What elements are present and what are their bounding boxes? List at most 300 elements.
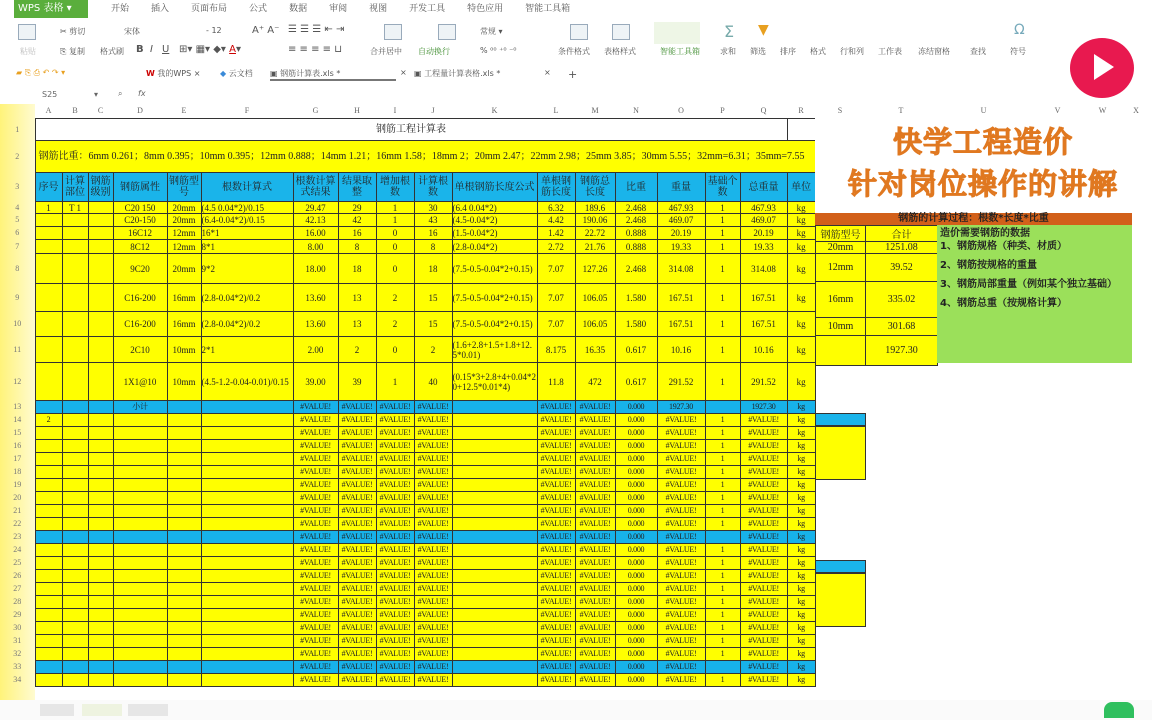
cell[interactable]: #VALUE!	[338, 492, 376, 505]
cell[interactable]: #VALUE!	[657, 531, 705, 544]
cell[interactable]	[201, 635, 293, 648]
cell[interactable]	[201, 570, 293, 583]
cell[interactable]: 42.13	[293, 214, 338, 227]
cell[interactable]	[201, 414, 293, 427]
cell[interactable]: 1	[705, 635, 740, 648]
cell[interactable]: #VALUE!	[537, 570, 575, 583]
cell[interactable]: 1	[705, 557, 740, 570]
row-header[interactable]: 10	[13, 319, 22, 328]
cell[interactable]	[201, 401, 293, 414]
column-header-g[interactable]: G	[312, 106, 319, 115]
cell[interactable]: #VALUE!	[414, 661, 452, 674]
cell[interactable]	[201, 661, 293, 674]
column-title[interactable]: 根数计算式	[201, 173, 293, 202]
cell[interactable]: (1.5-0.04*2)	[452, 227, 537, 240]
cell[interactable]: 0.000	[615, 570, 657, 583]
sum-icon[interactable]: Σ	[724, 22, 735, 41]
column-header-j[interactable]: J	[431, 106, 435, 115]
cell[interactable]	[167, 427, 201, 440]
cell[interactable]: #VALUE!	[414, 544, 452, 557]
cell[interactable]	[88, 202, 113, 214]
cell[interactable]: kg	[787, 609, 815, 622]
cell[interactable]: 29	[338, 202, 376, 214]
summary-header-total[interactable]: 合计	[866, 226, 938, 242]
cell[interactable]: 0.000	[615, 479, 657, 492]
cell[interactable]: #VALUE!	[537, 648, 575, 661]
column-title[interactable]: 计算根数	[414, 173, 452, 202]
cell[interactable]	[201, 453, 293, 466]
column-title[interactable]: 钢筋总长度	[575, 173, 615, 202]
cell[interactable]: kg	[787, 492, 815, 505]
cell[interactable]	[62, 674, 88, 687]
summary-cell[interactable]: 1251.08	[866, 242, 938, 254]
cell[interactable]	[113, 518, 167, 531]
cell[interactable]: 469.07	[740, 214, 787, 227]
cell[interactable]: 21.76	[575, 240, 615, 254]
cell[interactable]: #VALUE!	[575, 622, 615, 635]
cell[interactable]: 6.32	[537, 202, 575, 214]
cell[interactable]: #VALUE!	[414, 674, 452, 687]
cell[interactable]: 18	[414, 254, 452, 284]
cell[interactable]	[201, 648, 293, 661]
cell[interactable]: 1	[705, 466, 740, 479]
cell[interactable]	[201, 466, 293, 479]
cell[interactable]: #VALUE!	[338, 427, 376, 440]
cell[interactable]: #VALUE!	[293, 661, 338, 674]
row-header[interactable]: 2	[15, 151, 20, 161]
cell[interactable]: #VALUE!	[657, 583, 705, 596]
cell[interactable]: 167.51	[657, 284, 705, 312]
cell[interactable]	[452, 427, 537, 440]
cell[interactable]: #VALUE!	[293, 427, 338, 440]
cell[interactable]: #VALUE!	[740, 531, 787, 544]
border-fill-color-buttons[interactable]: ⊞▾ ▦▾ ◆▾ A▾	[179, 44, 241, 55]
cell[interactable]	[88, 427, 113, 440]
row-header[interactable]: 34	[13, 675, 22, 684]
cell[interactable]: #VALUE!	[575, 674, 615, 687]
sum-button[interactable]: 求和	[720, 47, 736, 56]
row-header[interactable]: 26	[13, 571, 22, 580]
cell[interactable]	[88, 661, 113, 674]
summary-cell[interactable]: 335.02	[866, 282, 938, 318]
cell[interactable]	[62, 440, 88, 453]
cell[interactable]: 7.07	[537, 284, 575, 312]
cell[interactable]: 2.00	[293, 337, 338, 363]
cell[interactable]: 1	[705, 214, 740, 227]
cell[interactable]	[62, 466, 88, 479]
cell[interactable]	[167, 492, 201, 505]
cell[interactable]: 0	[376, 240, 414, 254]
cell[interactable]	[88, 674, 113, 687]
cell[interactable]	[167, 557, 201, 570]
cell[interactable]	[35, 466, 62, 479]
cell[interactable]	[35, 622, 62, 635]
cell[interactable]: #VALUE!	[740, 466, 787, 479]
cell[interactable]: (6.4-0.04*2)/0.15	[201, 214, 293, 227]
cell[interactable]	[113, 583, 167, 596]
column-header-o[interactable]: O	[678, 106, 684, 115]
cell[interactable]: 0.000	[615, 557, 657, 570]
cell[interactable]: 106.05	[575, 312, 615, 337]
cell[interactable]: #VALUE!	[740, 440, 787, 453]
cell[interactable]: #VALUE!	[293, 583, 338, 596]
cell[interactable]	[88, 337, 113, 363]
cell[interactable]	[201, 674, 293, 687]
cell[interactable]	[787, 119, 815, 141]
cell[interactable]	[452, 622, 537, 635]
cell[interactable]: kg	[787, 661, 815, 674]
cell[interactable]: kg	[787, 531, 815, 544]
row-header[interactable]: 29	[13, 610, 22, 619]
cell[interactable]: 0	[376, 254, 414, 284]
cell[interactable]: #VALUE!	[338, 583, 376, 596]
cell[interactable]: 1	[705, 544, 740, 557]
cell[interactable]: kg	[787, 570, 815, 583]
cell[interactable]: #VALUE!	[740, 609, 787, 622]
cell[interactable]	[35, 661, 62, 674]
cell[interactable]	[201, 427, 293, 440]
cell[interactable]	[452, 609, 537, 622]
cell[interactable]: 0.000	[615, 518, 657, 531]
column-title[interactable]: 钢筋型号	[167, 173, 201, 202]
align-horizontal-icons[interactable]: ≡ ≡ ≡ ≡ ⊔	[288, 44, 343, 55]
cell[interactable]: 2.468	[615, 214, 657, 227]
cell[interactable]	[201, 609, 293, 622]
cell[interactable]: 18.00	[293, 254, 338, 284]
cell[interactable]	[88, 312, 113, 337]
cell[interactable]: (4.5-0.04*2)	[452, 214, 537, 227]
cell[interactable]	[452, 544, 537, 557]
cell[interactable]	[113, 648, 167, 661]
cell[interactable]: #VALUE!	[537, 466, 575, 479]
cell[interactable]: #VALUE!	[537, 635, 575, 648]
cell[interactable]	[167, 609, 201, 622]
cell[interactable]	[35, 648, 62, 661]
cell[interactable]	[35, 674, 62, 687]
cell[interactable]: 469.07	[657, 214, 705, 227]
cell[interactable]: #VALUE!	[376, 648, 414, 661]
cell[interactable]	[113, 622, 167, 635]
cell[interactable]: kg	[787, 202, 815, 214]
cell[interactable]: #VALUE!	[376, 401, 414, 414]
cell[interactable]	[88, 596, 113, 609]
cell[interactable]: 1	[705, 440, 740, 453]
cell[interactable]	[452, 583, 537, 596]
cell[interactable]	[452, 635, 537, 648]
cell[interactable]: #VALUE!	[376, 427, 414, 440]
cell[interactable]: kg	[787, 363, 815, 401]
cell[interactable]	[62, 453, 88, 466]
cell[interactable]	[201, 622, 293, 635]
cell[interactable]	[452, 466, 537, 479]
cell[interactable]	[113, 414, 167, 427]
cell[interactable]: 2	[376, 312, 414, 337]
cell[interactable]: 0.000	[615, 427, 657, 440]
cell[interactable]	[62, 492, 88, 505]
cell[interactable]	[201, 531, 293, 544]
cell[interactable]: 0.000	[615, 583, 657, 596]
cell[interactable]: #VALUE!	[376, 596, 414, 609]
cell[interactable]	[452, 518, 537, 531]
cell[interactable]	[452, 492, 537, 505]
cell[interactable]: kg	[787, 240, 815, 254]
cell[interactable]: (2.8-0.04*2)/0.2	[201, 312, 293, 337]
column-header-a[interactable]: A	[45, 106, 52, 115]
cell[interactable]: 40	[414, 363, 452, 401]
cell[interactable]: #VALUE!	[657, 505, 705, 518]
cell[interactable]: #VALUE!	[537, 596, 575, 609]
cell[interactable]	[452, 596, 537, 609]
cell[interactable]: #VALUE!	[338, 440, 376, 453]
cell[interactable]: 8	[338, 240, 376, 254]
cell[interactable]: #VALUE!	[376, 492, 414, 505]
cell[interactable]: (6.4 0.04*2)	[452, 202, 537, 214]
cell[interactable]: (0.15*3+2.8+4+0.04*20+12.5*0.01*4)	[452, 363, 537, 401]
cell[interactable]: 1	[705, 284, 740, 312]
tab-home[interactable]: 开始	[111, 4, 130, 14]
cell[interactable]: #VALUE!	[740, 583, 787, 596]
cell[interactable]: 2*1	[201, 337, 293, 363]
cell[interactable]: #VALUE!	[657, 544, 705, 557]
cell[interactable]: kg	[787, 466, 815, 479]
cell[interactable]: #VALUE!	[414, 479, 452, 492]
summary-cell[interactable]	[816, 336, 866, 366]
cell[interactable]: 1	[376, 363, 414, 401]
cell[interactable]: #VALUE!	[537, 531, 575, 544]
cell[interactable]: #VALUE!	[376, 453, 414, 466]
cell[interactable]: 19.33	[740, 240, 787, 254]
cell[interactable]: #VALUE!	[575, 414, 615, 427]
cell[interactable]: 106.05	[575, 284, 615, 312]
cell[interactable]: #VALUE!	[657, 635, 705, 648]
cell[interactable]: #VALUE!	[293, 609, 338, 622]
cells-s25-s28[interactable]	[815, 573, 866, 627]
cell[interactable]	[35, 583, 62, 596]
cell[interactable]: 4.42	[537, 214, 575, 227]
cell[interactable]: 43	[414, 214, 452, 227]
cell[interactable]: #VALUE!	[293, 492, 338, 505]
cell[interactable]: #VALUE!	[740, 661, 787, 674]
cell[interactable]: #VALUE!	[657, 674, 705, 687]
cell[interactable]: #VALUE!	[338, 635, 376, 648]
cell[interactable]: 15	[414, 284, 452, 312]
cell[interactable]: #VALUE!	[575, 531, 615, 544]
column-header-d[interactable]: D	[137, 106, 143, 115]
cell[interactable]: #VALUE!	[657, 453, 705, 466]
cell[interactable]: 1	[705, 570, 740, 583]
cell[interactable]: #VALUE!	[657, 570, 705, 583]
cell[interactable]	[62, 427, 88, 440]
cell[interactable]: #VALUE!	[575, 427, 615, 440]
cell[interactable]: kg	[787, 214, 815, 227]
tab-developer[interactable]: 开发工具	[409, 4, 446, 14]
cell[interactable]: 1.42	[537, 227, 575, 240]
cell[interactable]: #VALUE!	[740, 479, 787, 492]
cell[interactable]	[113, 466, 167, 479]
cell[interactable]: C16-200	[113, 312, 167, 337]
cell[interactable]: #VALUE!	[338, 648, 376, 661]
cell[interactable]: 1927.30	[657, 401, 705, 414]
cell[interactable]: 314.08	[740, 254, 787, 284]
cell[interactable]: 291.52	[657, 363, 705, 401]
cell[interactable]: 7.07	[537, 254, 575, 284]
cell[interactable]: kg	[787, 583, 815, 596]
row-header[interactable]: 12	[13, 376, 22, 386]
cell[interactable]: #VALUE!	[657, 492, 705, 505]
cell[interactable]: 2	[376, 284, 414, 312]
cell[interactable]	[452, 479, 537, 492]
tab-file-rebar-calc[interactable]: ▣ 钢筋计算表.xls *	[270, 68, 396, 81]
cell[interactable]: 20.19	[657, 227, 705, 240]
column-header-c[interactable]: C	[97, 106, 104, 115]
column-header-v[interactable]: V	[1054, 106, 1061, 115]
cell[interactable]: 19.33	[657, 240, 705, 254]
cell-s14[interactable]	[815, 413, 866, 426]
cell[interactable]	[88, 227, 113, 240]
cell[interactable]: 0.000	[615, 661, 657, 674]
column-header-h[interactable]: H	[354, 106, 360, 115]
cell[interactable]	[88, 240, 113, 254]
cell[interactable]: kg	[787, 453, 815, 466]
cell[interactable]: #VALUE!	[657, 557, 705, 570]
conditional-format-button[interactable]: 条件格式	[558, 47, 590, 56]
table-style-button[interactable]: 表格样式	[604, 47, 636, 56]
cell[interactable]	[88, 531, 113, 544]
row-header[interactable]: 14	[13, 415, 22, 424]
cell[interactable]: #VALUE!	[537, 609, 575, 622]
cell[interactable]: #VALUE!	[575, 453, 615, 466]
cell[interactable]	[88, 440, 113, 453]
format-button[interactable]: 格式	[810, 47, 826, 56]
row-header[interactable]: 27	[13, 584, 22, 593]
cell[interactable]: #VALUE!	[293, 648, 338, 661]
cell[interactable]	[113, 440, 167, 453]
cell[interactable]: 1	[705, 596, 740, 609]
row-header[interactable]: 33	[13, 662, 22, 671]
cell[interactable]: #VALUE!	[293, 466, 338, 479]
column-header-q[interactable]: Q	[760, 106, 767, 115]
cell[interactable]: 0	[376, 227, 414, 240]
cell[interactable]	[35, 453, 62, 466]
cell[interactable]: #VALUE!	[293, 531, 338, 544]
sheet-tab[interactable]	[128, 704, 168, 716]
cell[interactable]: #VALUE!	[414, 570, 452, 583]
row-header[interactable]: 31	[13, 636, 22, 645]
cell[interactable]: #VALUE!	[414, 622, 452, 635]
cell[interactable]: #VALUE!	[575, 583, 615, 596]
cell[interactable]	[452, 401, 537, 414]
cell[interactable]	[88, 214, 113, 227]
cell[interactable]: #VALUE!	[575, 505, 615, 518]
cell[interactable]: 2.468	[615, 254, 657, 284]
cell[interactable]	[167, 479, 201, 492]
cell[interactable]: 0.000	[615, 505, 657, 518]
cell[interactable]: #VALUE!	[376, 414, 414, 427]
cell[interactable]: #VALUE!	[414, 609, 452, 622]
cell[interactable]: 1	[705, 518, 740, 531]
cell[interactable]	[201, 544, 293, 557]
cell[interactable]	[35, 479, 62, 492]
cell[interactable]: #VALUE!	[537, 674, 575, 687]
paste-icon[interactable]	[18, 24, 36, 40]
cell[interactable]	[167, 570, 201, 583]
cell[interactable]	[201, 518, 293, 531]
cell[interactable]	[113, 661, 167, 674]
fx-icon[interactable]: fx	[138, 89, 146, 98]
cell[interactable]	[88, 453, 113, 466]
row-header[interactable]: 16	[13, 441, 22, 450]
cell[interactable]: 1	[705, 202, 740, 214]
cell[interactable]: #VALUE!	[338, 661, 376, 674]
cell[interactable]: #VALUE!	[293, 479, 338, 492]
cell[interactable]	[88, 570, 113, 583]
cell[interactable]: kg	[787, 674, 815, 687]
copy-button[interactable]: ⎘ 复制	[60, 47, 85, 56]
cell[interactable]: 0.000	[615, 440, 657, 453]
cell[interactable]: kg	[787, 337, 815, 363]
cell[interactable]: 167.51	[740, 284, 787, 312]
cell[interactable]: 0.000	[615, 635, 657, 648]
column-header-n[interactable]: N	[633, 106, 639, 115]
cell[interactable]	[201, 479, 293, 492]
cell[interactable]: 20mm	[167, 202, 201, 214]
filter-button[interactable]: 筛选	[750, 47, 766, 56]
cell[interactable]	[62, 401, 88, 414]
cell[interactable]: 11.8	[537, 363, 575, 401]
find-button[interactable]: 查找	[970, 47, 986, 56]
cell[interactable]: #VALUE!	[575, 596, 615, 609]
quick-access-icons[interactable]: ▰ ⎘ ⎙ ↶ ↷ ▾	[16, 68, 66, 77]
cell[interactable]	[167, 661, 201, 674]
row-header[interactable]: 15	[13, 428, 22, 437]
number-format-select[interactable]: 常规 ▾	[480, 27, 503, 36]
cell[interactable]: #VALUE!	[293, 401, 338, 414]
cell[interactable]: #VALUE!	[657, 414, 705, 427]
cell-s24[interactable]	[815, 560, 866, 573]
cell[interactable]: kg	[787, 648, 815, 661]
cell[interactable]: kg	[787, 284, 815, 312]
cell[interactable]	[88, 414, 113, 427]
cell[interactable]	[35, 570, 62, 583]
cell[interactable]	[167, 401, 201, 414]
cell[interactable]: #VALUE!	[657, 466, 705, 479]
row-header[interactable]: 5	[15, 215, 20, 224]
cell[interactable]	[35, 254, 62, 284]
wrap-text-button[interactable]: 自动换行	[418, 47, 450, 56]
cell[interactable]	[35, 518, 62, 531]
cell[interactable]	[88, 363, 113, 401]
cell[interactable]: 2.468	[615, 202, 657, 214]
cell[interactable]: 0.000	[615, 453, 657, 466]
cell[interactable]: T 1	[62, 202, 88, 214]
cell[interactable]	[62, 635, 88, 648]
cell[interactable]: 1.580	[615, 284, 657, 312]
wps-app-menu-button[interactable]: WPS 表格 ▾	[14, 0, 88, 18]
cell[interactable]	[88, 583, 113, 596]
cell[interactable]: 20mm	[167, 214, 201, 227]
cell[interactable]	[88, 648, 113, 661]
cell[interactable]: (2.8-0.04*2)	[452, 240, 537, 254]
cell[interactable]: #VALUE!	[338, 479, 376, 492]
cell[interactable]: 127.26	[575, 254, 615, 284]
cell[interactable]: #VALUE!	[575, 609, 615, 622]
cell[interactable]: 0.000	[615, 401, 657, 414]
cell[interactable]: 1	[376, 214, 414, 227]
cell[interactable]: #VALUE!	[575, 570, 615, 583]
cell[interactable]: 1927.30	[740, 401, 787, 414]
cell[interactable]: C16-200	[113, 284, 167, 312]
cell[interactable]: #VALUE!	[376, 622, 414, 635]
